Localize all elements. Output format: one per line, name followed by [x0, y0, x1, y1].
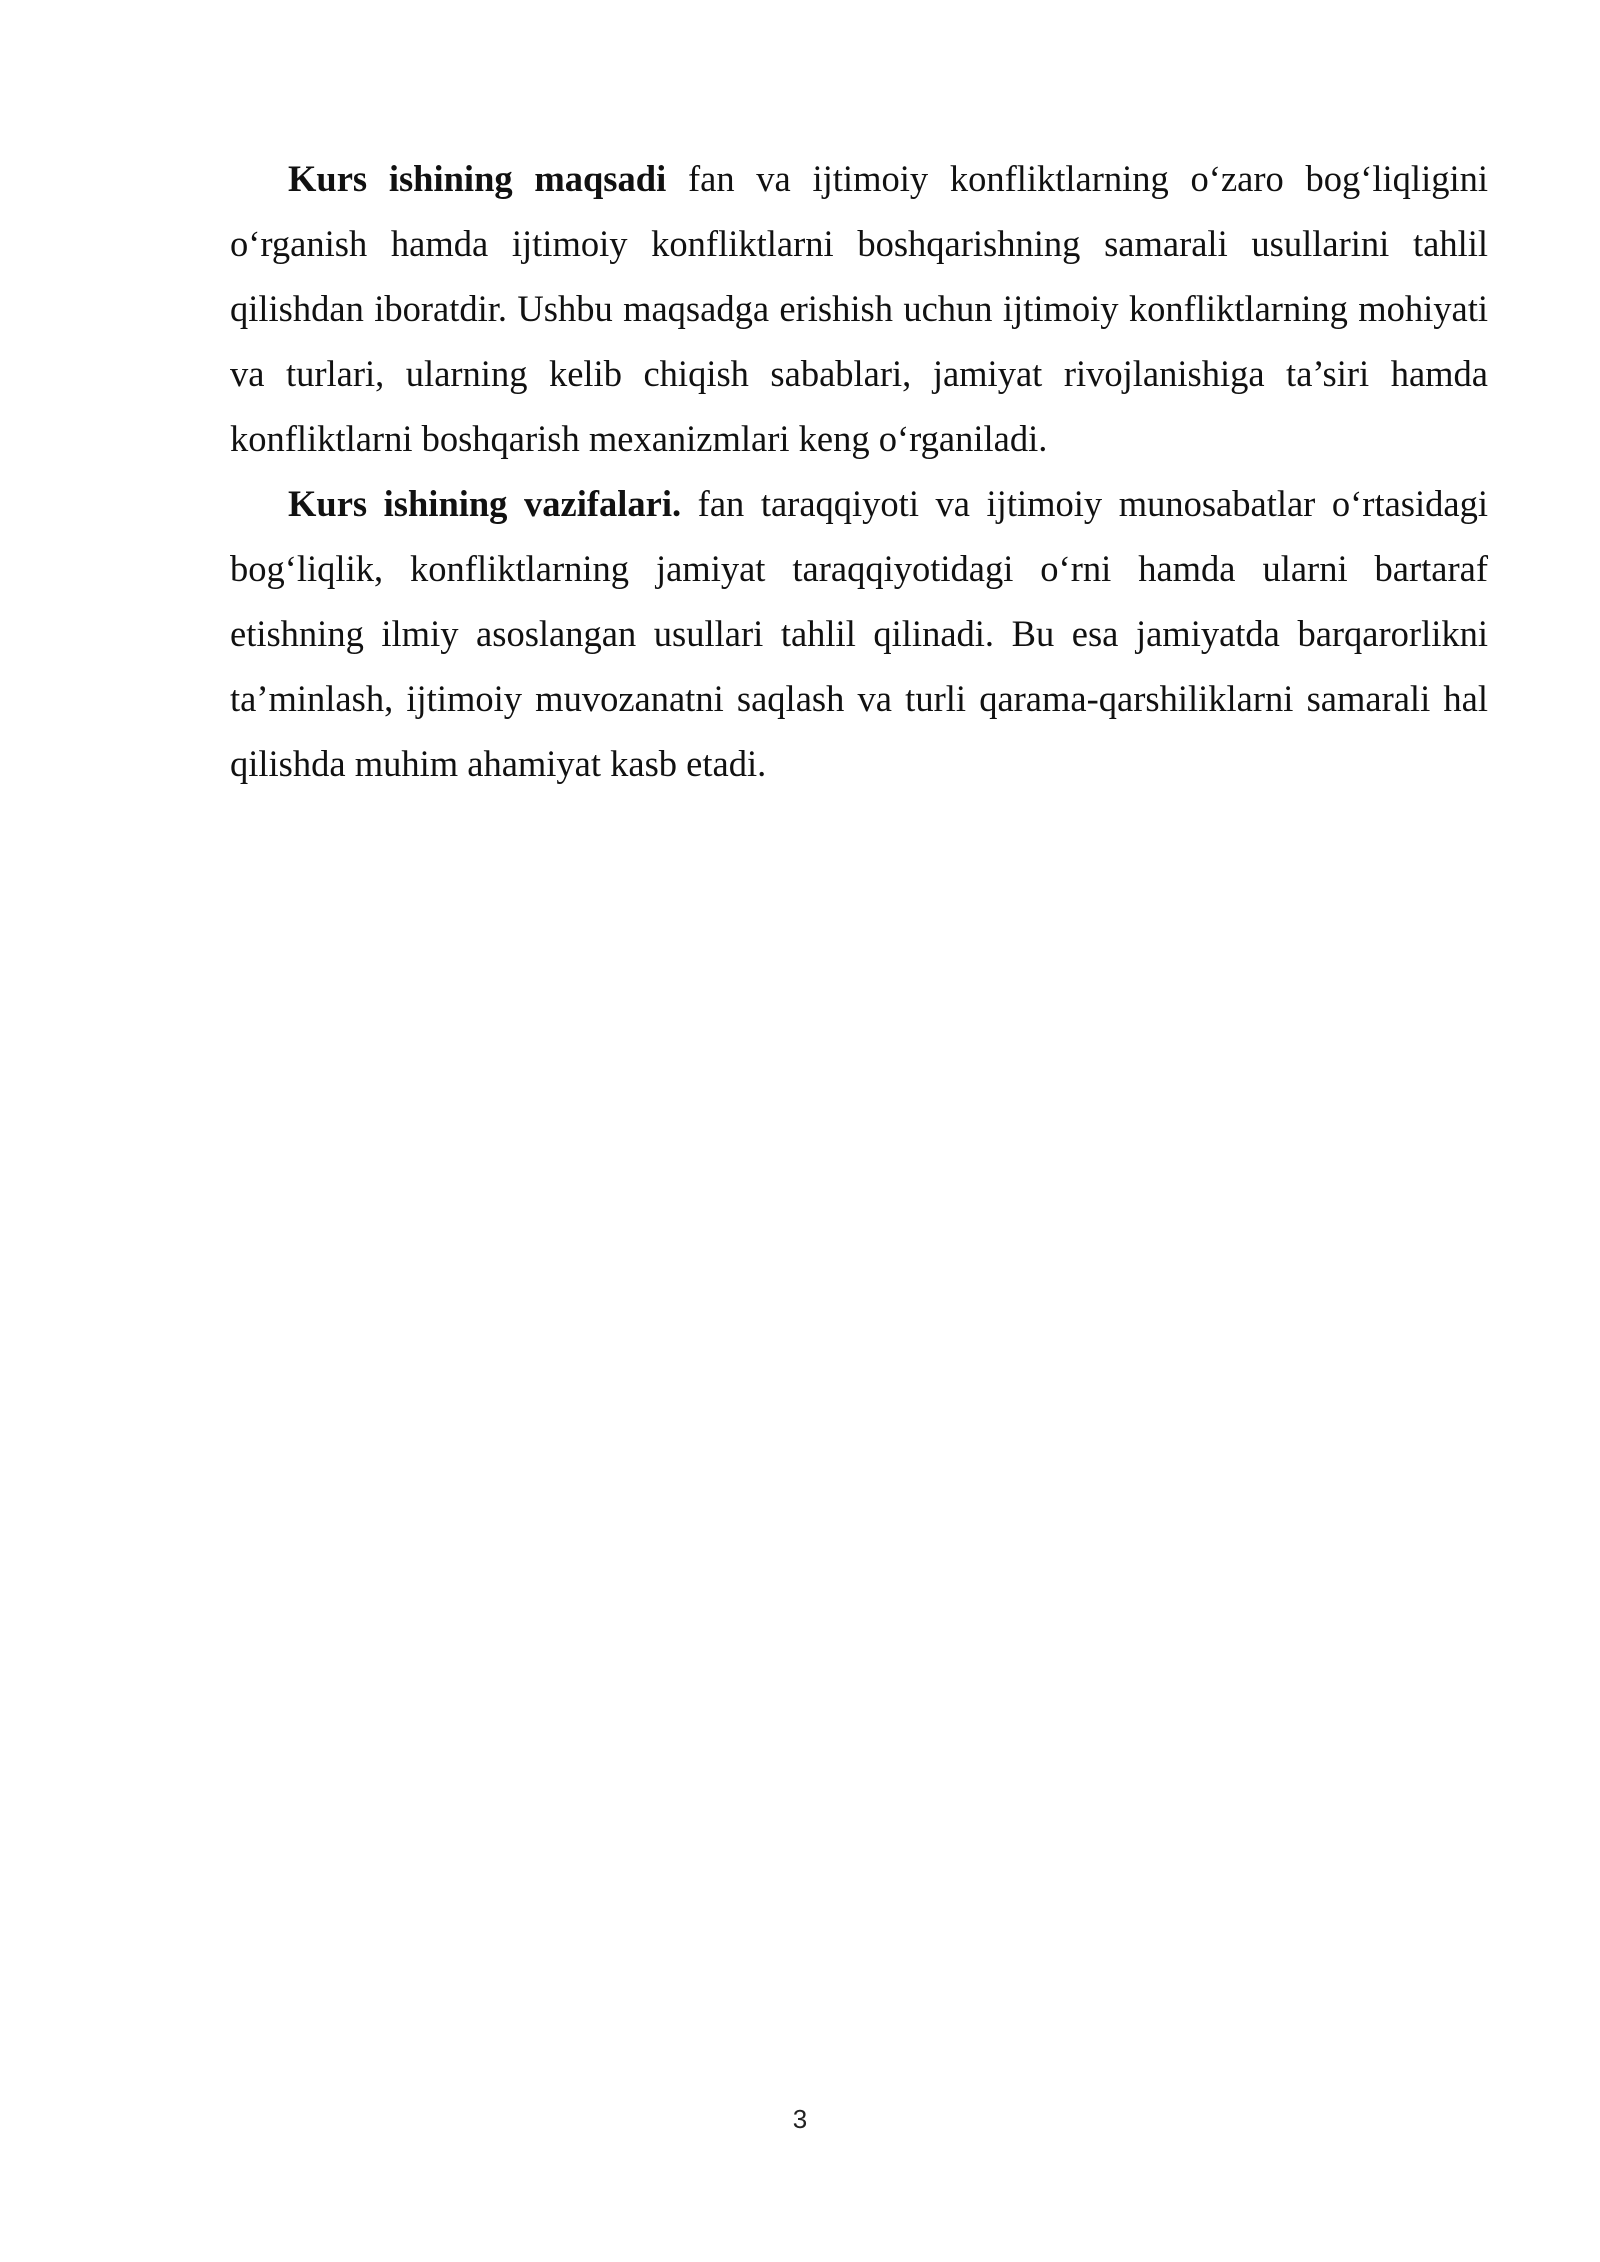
- paragraph-tasks-heading: Kurs ishining vazifalari.: [288, 483, 682, 524]
- document-body: [230, 146, 1488, 796]
- paragraph-purpose-text: fan va ijtimoiy konfliktlarning o‘zaro bog‘liqligini o‘rganish hamda ijtimoiy konfliktlarni boshqarishning samarali usullarini tahlil qilishdan iboratdir. Ushbu maqsadga erishish uchun ijtimoiy konfliktlarning mohiyati va turlari, ularning kelib chiqish sabablari, jamiyat rivojlanishiga ta’siri hamda konfliktlarni boshqarish mexanizmlari keng o‘rganiladi.: [230, 158, 1488, 459]
- paragraph-tasks-text: fan taraqqiyoti va ijtimoiy munosabatlar o‘rtasidagi bog‘liqlik, konfliktlarning jamiyat taraqqiyotidagi o‘rni hamda ularni bartaraf etishning ilmiy asoslangan usullari tahlil qilinadi. Bu esa jamiyatda barqarorlikni ta’minlash, ijtimoiy muvozanatni saqlash va turli qarama-qarshiliklarni samarali hal qilishda muhim ahamiyat kasb etadi.: [230, 483, 1488, 784]
- page-number: 3: [792, 2104, 808, 2134]
- paragraph-tasks: [230, 471, 1488, 796]
- paragraph-purpose: [230, 146, 1488, 471]
- paragraph-purpose-heading: Kurs ishining maqsadi: [288, 158, 667, 199]
